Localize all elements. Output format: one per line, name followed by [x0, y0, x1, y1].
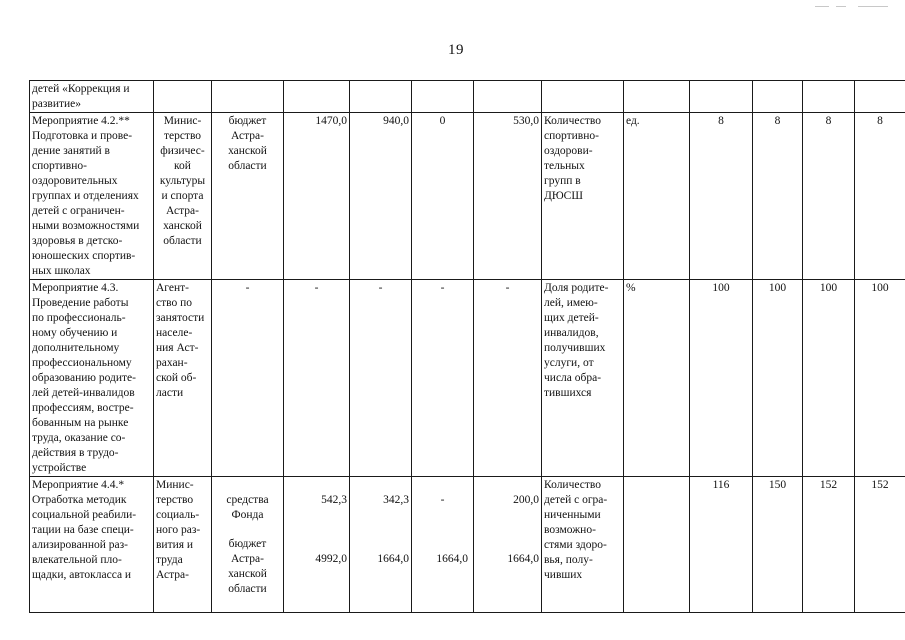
year-3-amount-fund: 200,0 — [513, 494, 539, 506]
value-cell: 8 — [690, 113, 753, 280]
total-amount-budget: 4992,0 — [315, 553, 347, 565]
unit-cell: ед. — [624, 113, 690, 280]
value-cell: 100 — [855, 280, 905, 477]
event-cell: Мероприятие 4.3. Проведение работы по профессиональ- ному обучению и дополнительному профессиональному образованию родите- лей детей-инвалидов профессиям, востре- бованным на рынке труда, оказание со- действия в трудо- устройстве — [30, 280, 154, 477]
event-cell: Мероприятие 4.4.* Отработка методик социальной реабили- тации на базе специ- ализированной раз- влекательной пло- щадки, автокласса и — [30, 477, 154, 613]
year-1-amount-cell — [350, 477, 412, 613]
year-1-amount-fund: 342,3 — [383, 494, 409, 506]
year-3-amount-cell: 530,0 — [474, 113, 542, 280]
year-1-amount-cell: 940,0 — [350, 113, 412, 280]
total-amount-fund: 542,3 — [321, 494, 347, 506]
table-row-event-4-3 — [30, 280, 905, 477]
program-table — [29, 80, 905, 613]
funding-source-fund: средства Фонда — [226, 494, 269, 521]
executor-cell: Минис- терство физичес- кой культуры и спорта Астра- ханской области — [154, 113, 212, 280]
scan-artifact-line — [815, 6, 829, 7]
year-1-amount-cell: - — [350, 280, 412, 477]
funding-source-cell: - — [212, 280, 284, 477]
year-2-amount-cell: - — [412, 280, 474, 477]
unit-cell — [624, 477, 690, 613]
year-2-amount-fund: - — [440, 494, 445, 506]
table-row-event-4-2 — [30, 113, 905, 280]
unit-cell: % — [624, 280, 690, 477]
value-cell: 150 — [753, 477, 803, 613]
table-row-continuation — [30, 81, 905, 113]
page-number: 19 — [448, 42, 464, 58]
indicator-cell: Количество спортивно- оздорови- тельных групп в ДЮСШ — [542, 113, 624, 280]
year-2-amount-cell — [412, 477, 474, 613]
year-2-amount-budget: 1664,0 — [436, 553, 468, 565]
year-1-amount-budget: 1664,0 — [377, 553, 409, 565]
funding-source-cell — [212, 477, 284, 613]
year-3-amount-budget: 1664,0 — [507, 553, 539, 565]
value-cell: 116 — [690, 477, 753, 613]
year-3-amount-cell: - — [474, 280, 542, 477]
value-cell: 152 — [855, 477, 905, 613]
value-cell: 152 — [803, 477, 855, 613]
event-cell: детей «Коррекция и развитие» — [30, 81, 154, 113]
executor-cell: Минис- терство социаль- ного раз- вития и труда Астра- — [154, 477, 212, 613]
value-cell: 100 — [753, 280, 803, 477]
total-amount-cell: - — [284, 280, 350, 477]
executor-cell: Агент- ство по занятости населе- ния Аст- рахан- ской об- ласти — [154, 280, 212, 477]
value-cell: 8 — [753, 113, 803, 280]
value-cell: 8 — [803, 113, 855, 280]
indicator-cell: Доля родите- лей, имею- щих детей- инвалидов, получивших услуги, от числа обра- тившихся — [542, 280, 624, 477]
value-cell: 100 — [803, 280, 855, 477]
scan-artifact-line — [858, 6, 888, 7]
table-row-event-4-4 — [30, 477, 905, 613]
value-cell: 8 — [855, 113, 905, 280]
total-amount-cell — [284, 477, 350, 613]
funding-source-regional-budget: бюджет Астра- ханской области — [228, 538, 267, 595]
event-cell: Мероприятие 4.2.** Подготовка и прове- дение занятий в спортивно- оздоровительных группах и отделениях детей с ограничен- ными возможностями здоровья в детско- юношеских спортив- ных школах — [30, 113, 154, 280]
funding-source-cell: бюджет Астра- ханской области — [212, 113, 284, 280]
indicator-cell: Количество детей с огра- ниченными возможно- стями здоро- вья, полу- чивших — [542, 477, 624, 613]
year-2-amount-cell: 0 — [412, 113, 474, 280]
year-3-amount-cell — [474, 477, 542, 613]
total-amount-cell: 1470,0 — [284, 113, 350, 280]
value-cell: 100 — [690, 280, 753, 477]
scan-artifact-line — [836, 6, 846, 7]
